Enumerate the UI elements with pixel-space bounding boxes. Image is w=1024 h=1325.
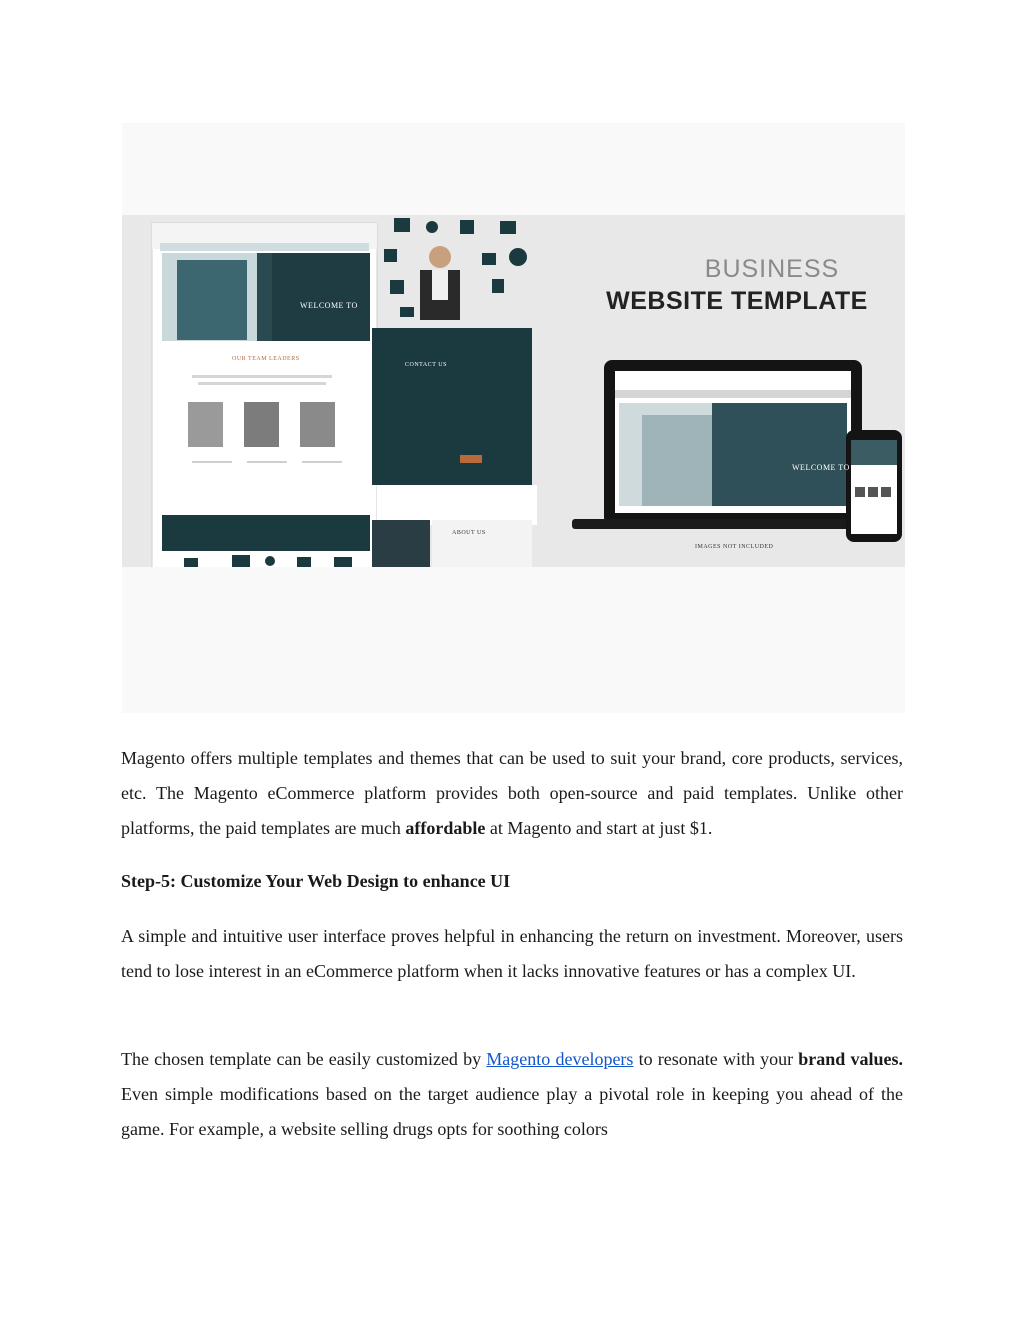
paragraph-ui [121, 919, 903, 989]
images-not-included-note: IMAGES NOT INCLUDED [695, 544, 774, 550]
para2-text: A simple and intuitive user interface proves helpful in enhancing the return on investment. Moreover, users tend to lose interest in an eCommerce platform when it lacks innovative features or has a complex UI. [121, 926, 903, 981]
banner-title-business: BUSINESS [704, 255, 840, 283]
mock-laptop-welcome: WELCOME TO [792, 463, 850, 472]
mock-contact-heading: CONTACT US [405, 362, 447, 368]
para3-text-before: The chosen template can be easily customized by [121, 1049, 487, 1069]
para3-text-after: Even simple modifications based on the target audience play a pivotal role in keeping you ahead of the game. For example, a website selling drugs opts for soothing colors [121, 1084, 903, 1139]
paragraph-templates [121, 741, 903, 846]
para1-text-before: Magento offers multiple templates and themes that can be used to suit your brand, core products, services, etc. The Magento eCommerce platform provides both open-source and paid templates. Unlike other platforms, the paid templates are much [121, 748, 903, 838]
section-heading-container [121, 864, 903, 899]
para3-bold-brand-values: brand values. [798, 1049, 904, 1069]
business-template-banner [122, 215, 905, 567]
banner-title-website-template: WEBSITE TEMPLATE [606, 287, 868, 315]
magento-developers-link[interactable]: Magento developers [486, 1049, 634, 1069]
para3-text-mid: to resonate with your [633, 1049, 799, 1069]
para1-bold-affordable: affordable [405, 818, 486, 838]
section-heading: Step-5: Customize Your Web Design to enhance UI [121, 871, 511, 891]
mock-welcome-text: WELCOME TO [300, 301, 358, 310]
mock-team-heading: OUR TEAM LEADERS [232, 356, 300, 362]
template-illustration [122, 123, 905, 713]
para1-text-after: at Magento and start at just $1. [485, 818, 713, 838]
mock-about-heading: ABOUT US [452, 530, 486, 536]
paragraph-customize [121, 1042, 903, 1147]
